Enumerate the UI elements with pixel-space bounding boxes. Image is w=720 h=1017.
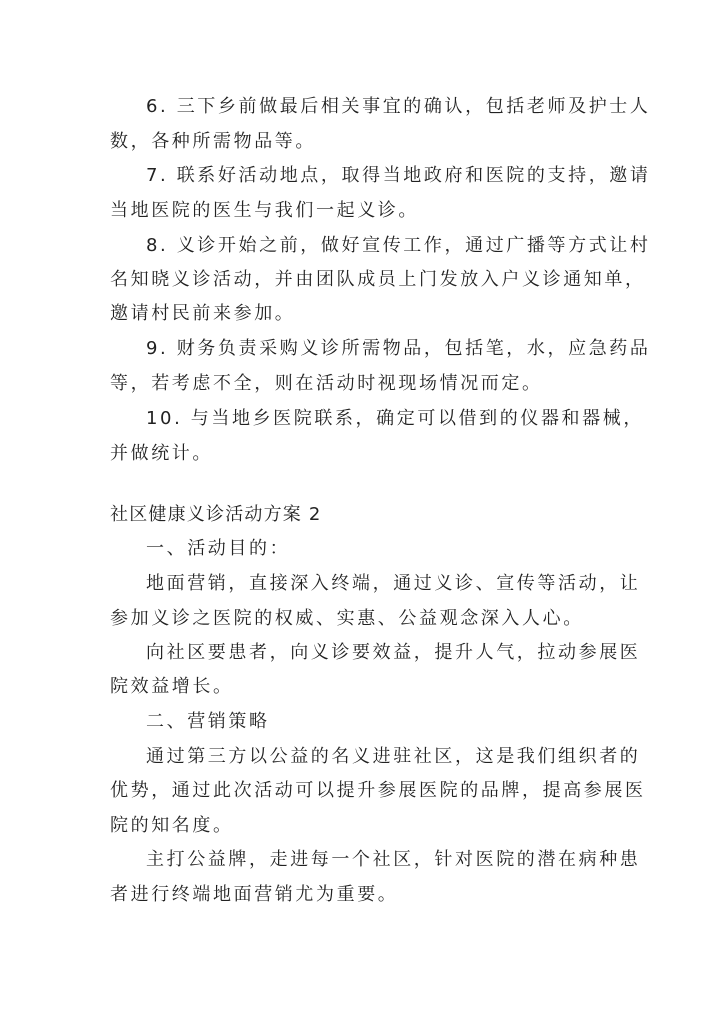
text-line: 者进行终端地面营销尤为重要。	[110, 884, 399, 905]
text-line: 参加义诊之医院的权威、实惠、公益观念深入人心。	[110, 608, 584, 629]
section-heading: 一、活动目的：	[146, 538, 291, 559]
text-line: 主打公益牌，走进每一个社区，针对医院的潜在病种患	[146, 849, 641, 870]
text-line: 院效益增长。	[110, 676, 234, 697]
text-line: 7. 联系好活动地点，取得当地政府和医院的支持，邀请	[146, 165, 651, 186]
section-heading: 二、营销策略	[146, 711, 270, 732]
text-line: 10. 与当地乡医院联系，确定可以借到的仪器和器械，	[146, 408, 644, 429]
text-line: 数，各种所需物品等。	[110, 131, 316, 152]
text-line: 向社区要患者，向义诊要效益，提升人气，拉动参展医	[146, 642, 641, 663]
text-line: 地面营销，直接深入终端，通过义诊、宣传等活动，让	[146, 573, 641, 594]
text-line: 当地医院的医生与我们一起义诊。	[110, 200, 419, 221]
text-line: 通过第三方以公益的名义进驻社区，这是我们组织者的	[146, 746, 641, 767]
text-line: 邀请村民前来参加。	[110, 303, 296, 324]
text-line: 8. 义诊开始之前，做好宣传工作，通过广播等方式让村	[146, 235, 651, 256]
text-line: 院的知名度。	[110, 815, 234, 836]
text-line: 并做统计。	[110, 443, 213, 464]
text-line: 等，若考虑不全，则在活动时视现场情况而定。	[110, 373, 543, 394]
section-title: 社区健康义诊活动方案 2	[110, 504, 322, 525]
text-line: 名知晓义诊活动，并由团队成员上门发放入户义诊通知单，	[110, 269, 646, 290]
text-line: 6. 三下乡前做最后相关事宜的确认，包括老师及护士人	[146, 96, 651, 117]
text-line: 优势，通过此次活动可以提升参展医院的品牌，提高参展医	[110, 780, 646, 801]
text-line: 9. 财务负责采购义诊所需物品，包括笔，水，应急药品	[146, 338, 651, 359]
